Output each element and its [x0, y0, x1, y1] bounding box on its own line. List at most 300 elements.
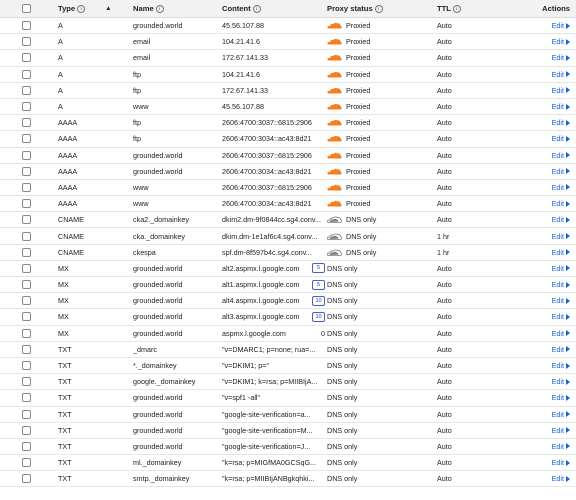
record-type: MX [58, 263, 69, 273]
proxy-status [327, 34, 432, 49]
caret-right-icon[interactable] [566, 379, 570, 385]
record-ttl: Auto [437, 134, 452, 144]
proxy-status [327, 423, 432, 438]
edit-label[interactable]: Edit [551, 102, 564, 112]
row-checkbox[interactable] [22, 215, 31, 224]
cloud-icon [327, 22, 342, 29]
info-icon[interactable]: i [253, 5, 261, 13]
row-checkbox[interactable] [22, 377, 31, 386]
row-checkbox[interactable] [22, 199, 31, 208]
cloud-icon [327, 168, 342, 175]
edit-button[interactable] [530, 390, 570, 405]
caret-right-icon[interactable] [566, 395, 570, 401]
edit-button[interactable] [530, 99, 570, 114]
edit-label[interactable]: Edit [551, 21, 564, 31]
caret-right-icon[interactable] [566, 460, 570, 466]
record-name: ftp [133, 118, 141, 128]
actions-column-header [530, 0, 570, 17]
select-all-cell[interactable] [22, 0, 34, 17]
edit-button[interactable] [530, 245, 570, 260]
edit-label[interactable]: Edit [551, 118, 564, 128]
record-name: grounded.world [133, 296, 183, 306]
proxy-status-label: Proxied [346, 69, 371, 79]
edit-label[interactable]: Edit [551, 53, 564, 63]
row-checkbox[interactable] [22, 329, 31, 338]
row-select-cell[interactable] [22, 196, 34, 211]
caret-right-icon[interactable] [566, 168, 570, 174]
edit-button[interactable] [530, 67, 570, 82]
row-select-cell[interactable] [22, 326, 34, 341]
table-row [0, 164, 576, 180]
record-name: grounded.world [133, 393, 183, 403]
caret-right-icon[interactable] [566, 476, 570, 482]
select-all-checkbox[interactable] [22, 4, 31, 13]
record-type: A [58, 37, 63, 47]
row-select-cell[interactable] [22, 277, 34, 292]
record-content: 104.21.41.6 [222, 37, 260, 47]
record-ttl: Auto [437, 199, 452, 209]
edit-button[interactable] [530, 228, 570, 243]
record-ttl: Auto [437, 85, 452, 95]
proxy-status-label: Proxied [346, 199, 371, 209]
priority-badge: 10 [312, 312, 325, 322]
row-checkbox[interactable] [22, 474, 31, 483]
row-select-cell[interactable] [22, 180, 34, 195]
table-body [0, 18, 576, 487]
row-checkbox[interactable] [22, 134, 31, 143]
row-checkbox[interactable] [22, 118, 31, 127]
caret-right-icon[interactable] [566, 104, 570, 110]
edit-label[interactable]: Edit [551, 328, 564, 338]
edit-label[interactable]: Edit [551, 393, 564, 403]
edit-button[interactable] [530, 261, 570, 276]
proxy-status [327, 196, 432, 211]
record-content: "v=DMARC1; p=none; rua=... [222, 344, 316, 354]
proxy-status-label: Proxied [346, 102, 371, 112]
edit-button[interactable] [530, 164, 570, 179]
record-name: www [133, 102, 149, 112]
record-ttl: Auto [437, 409, 452, 419]
row-checkbox[interactable] [22, 280, 31, 289]
priority-badge: 5 [312, 280, 325, 290]
record-ttl: Auto [437, 69, 452, 79]
caret-right-icon[interactable] [566, 314, 570, 320]
table-row [0, 34, 576, 50]
caret-right-icon[interactable] [566, 120, 570, 126]
record-ttl: Auto [437, 215, 452, 225]
table-row [0, 50, 576, 66]
row-select-cell[interactable] [22, 293, 34, 308]
caret-right-icon[interactable] [566, 363, 570, 369]
edit-button[interactable] [530, 455, 570, 470]
row-select-cell[interactable] [22, 228, 34, 243]
record-ttl: Auto [437, 441, 452, 451]
caret-right-icon[interactable] [566, 330, 570, 336]
proxy-status-label: DNS only [327, 312, 358, 322]
row-checkbox[interactable] [22, 102, 31, 111]
row-select-cell[interactable] [22, 245, 34, 260]
info-icon[interactable]: i [453, 5, 461, 13]
info-icon[interactable]: i [77, 5, 85, 13]
edit-label[interactable]: Edit [551, 182, 564, 192]
ttl-column-header[interactable] [437, 0, 497, 17]
row-select-cell[interactable] [22, 67, 34, 82]
edit-label[interactable]: Edit [551, 247, 564, 257]
edit-label[interactable]: Edit [551, 263, 564, 273]
record-content: spf.dm-8f597b4c.sg4.conv... [222, 247, 312, 257]
cloud-icon [327, 216, 342, 223]
edit-label[interactable]: Edit [551, 69, 564, 79]
row-select-cell[interactable] [22, 390, 34, 405]
proxy-status-label: Proxied [346, 182, 371, 192]
cloud-icon [327, 54, 342, 61]
table-row [0, 390, 576, 406]
edit-button[interactable] [530, 342, 570, 357]
record-content: alt4.aspmx.l.google.com [222, 296, 300, 306]
record-content: alt2.aspmx.l.google.com [222, 263, 300, 273]
caret-right-icon[interactable] [566, 265, 570, 271]
row-select-cell[interactable] [22, 212, 34, 227]
caret-right-icon[interactable] [566, 152, 570, 158]
record-type: TXT [58, 361, 72, 371]
name-column-header[interactable] [133, 0, 219, 17]
caret-right-icon[interactable] [566, 87, 570, 93]
record-content: 2606:4700:3034::ac43:8d21 [222, 166, 312, 176]
caret-right-icon[interactable] [566, 282, 570, 288]
edit-button[interactable] [530, 180, 570, 195]
proxy-status-label: Proxied [346, 166, 371, 176]
edit-button[interactable] [530, 212, 570, 227]
row-select-cell[interactable] [22, 115, 34, 130]
row-checkbox[interactable] [22, 53, 31, 62]
row-select-cell[interactable] [22, 18, 34, 33]
record-content: "v=DKIM1; k=rsa; p=MIIBIjA... [222, 377, 318, 387]
caret-right-icon[interactable] [566, 136, 570, 142]
edit-label[interactable]: Edit [551, 425, 564, 435]
edit-label[interactable]: Edit [551, 441, 564, 451]
row-checkbox[interactable] [22, 183, 31, 192]
proxy-status [327, 261, 432, 276]
edit-label[interactable]: Edit [551, 37, 564, 47]
record-ttl: Auto [437, 344, 452, 354]
record-type: AAAA [58, 199, 78, 209]
record-ttl: Auto [437, 474, 452, 484]
edit-button[interactable] [530, 358, 570, 373]
record-content: 2606:4700:3037::6815:2906 [222, 118, 312, 128]
edit-label[interactable]: Edit [551, 134, 564, 144]
record-name: grounded.world [133, 21, 183, 31]
row-checkbox[interactable] [22, 21, 31, 30]
record-type: TXT [58, 377, 72, 387]
proxy-status [327, 67, 432, 82]
row-select-cell[interactable] [22, 455, 34, 470]
proxy-status-column-header[interactable] [327, 0, 432, 17]
proxy-status-label: DNS only [346, 247, 377, 257]
proxy-status [327, 83, 432, 98]
row-select-cell[interactable] [22, 99, 34, 114]
row-select-cell[interactable] [22, 471, 34, 486]
edit-label[interactable]: Edit [551, 296, 564, 306]
row-checkbox[interactable] [22, 37, 31, 46]
record-type: AAAA [58, 150, 78, 160]
row-checkbox[interactable] [22, 296, 31, 305]
record-name: email [133, 37, 151, 47]
record-name: ftp [133, 69, 141, 79]
proxy-status-label: DNS only [346, 231, 377, 241]
edit-button[interactable] [530, 374, 570, 389]
content-header-label: Content [222, 4, 251, 13]
table-row [0, 228, 576, 244]
edit-label[interactable]: Edit [551, 231, 564, 241]
record-name: www [133, 182, 149, 192]
table-row [0, 293, 576, 309]
cloud-icon [327, 87, 342, 94]
record-content: 104.21.41.6 [222, 69, 260, 79]
row-checkbox[interactable] [22, 167, 31, 176]
record-ttl: Auto [437, 361, 452, 371]
row-checkbox[interactable] [22, 264, 31, 273]
record-ttl: Auto [437, 425, 452, 435]
record-name: smtp._domainkey [133, 474, 190, 484]
record-type: TXT [58, 441, 72, 451]
table-row [0, 471, 576, 487]
edit-label[interactable]: Edit [551, 280, 564, 290]
proxy-status [327, 50, 432, 65]
row-select-cell[interactable] [22, 423, 34, 438]
row-checkbox[interactable] [22, 458, 31, 467]
caret-right-icon[interactable] [566, 201, 570, 207]
edit-button[interactable] [530, 471, 570, 486]
row-checkbox[interactable] [22, 248, 31, 257]
row-select-cell[interactable] [22, 358, 34, 373]
record-type: TXT [58, 344, 72, 354]
edit-label[interactable]: Edit [551, 150, 564, 160]
proxy-status-label: DNS only [327, 296, 358, 306]
edit-label[interactable]: Edit [551, 361, 564, 371]
row-checkbox[interactable] [22, 426, 31, 435]
record-content: 172.67.141.33 [222, 85, 268, 95]
row-select-cell[interactable] [22, 374, 34, 389]
row-select-cell[interactable] [22, 83, 34, 98]
edit-label[interactable]: Edit [551, 377, 564, 387]
edit-button[interactable] [530, 34, 570, 49]
record-type: AAAA [58, 182, 78, 192]
record-name: *._domainkey [133, 361, 177, 371]
edit-button[interactable] [530, 131, 570, 146]
record-name: google._domainkey [133, 377, 196, 387]
row-checkbox[interactable] [22, 345, 31, 354]
table-row [0, 67, 576, 83]
record-type: MX [58, 296, 69, 306]
proxy-status-label: DNS only [327, 474, 358, 484]
record-type: CNAME [58, 215, 84, 225]
priority-value: 0 [321, 328, 325, 338]
proxy-status-label: DNS only [327, 458, 358, 468]
cloud-icon [327, 152, 342, 159]
row-checkbox[interactable] [22, 70, 31, 79]
record-name: www [133, 199, 149, 209]
edit-button[interactable] [530, 293, 570, 308]
table-header [0, 0, 576, 18]
row-select-cell[interactable] [22, 342, 34, 357]
edit-button[interactable] [530, 148, 570, 163]
table-row [0, 423, 576, 439]
caret-right-icon[interactable] [566, 233, 570, 239]
edit-button[interactable] [530, 50, 570, 65]
record-type: TXT [58, 409, 72, 419]
row-select-cell[interactable] [22, 164, 34, 179]
caret-right-icon[interactable] [566, 217, 570, 223]
edit-label[interactable]: Edit [551, 409, 564, 419]
sort-ascending-icon[interactable]: ▲ [105, 5, 112, 12]
record-ttl: Auto [437, 21, 452, 31]
content-column-header[interactable] [222, 0, 325, 17]
caret-right-icon[interactable] [566, 71, 570, 77]
proxy-status [327, 115, 432, 130]
caret-right-icon[interactable] [566, 298, 570, 304]
ttl-header-label: TTL [437, 4, 451, 13]
record-name: grounded.world [133, 441, 183, 451]
row-select-cell[interactable] [22, 148, 34, 163]
row-select-cell[interactable] [22, 50, 34, 65]
type-column-header[interactable] [58, 0, 124, 17]
row-checkbox[interactable] [22, 361, 31, 370]
record-content: "google-site-verification=M... [222, 425, 313, 435]
record-type: TXT [58, 393, 72, 403]
proxy-status-label: DNS only [327, 425, 358, 435]
record-type: A [58, 53, 63, 63]
info-icon[interactable]: i [156, 5, 164, 13]
edit-label[interactable]: Edit [551, 474, 564, 484]
edit-label[interactable]: Edit [551, 458, 564, 468]
row-select-cell[interactable] [22, 261, 34, 276]
record-content: 45.56.107.88 [222, 21, 264, 31]
caret-right-icon[interactable] [566, 427, 570, 433]
record-content: "v=spf1 -all" [222, 393, 261, 403]
proxy-status [327, 131, 432, 146]
proxy-status [327, 374, 432, 389]
record-content: "v=DKIM1; p=" [222, 361, 270, 371]
record-ttl: Auto [437, 458, 452, 468]
row-select-cell[interactable] [22, 439, 34, 454]
proxy-status [327, 455, 432, 470]
record-name: _dmarc [133, 344, 157, 354]
record-name: grounded.world [133, 312, 183, 322]
edit-button[interactable] [530, 326, 570, 341]
edit-label[interactable]: Edit [551, 85, 564, 95]
proxy-status-label: Proxied [346, 53, 371, 63]
proxy-status-label: DNS only [327, 361, 358, 371]
record-type: A [58, 102, 63, 112]
cloud-icon [327, 38, 342, 45]
priority-badge: 5 [312, 263, 325, 273]
proxy-status-label: DNS only [327, 263, 358, 273]
record-type: A [58, 69, 63, 79]
caret-right-icon[interactable] [566, 184, 570, 190]
record-ttl: Auto [437, 328, 452, 338]
proxy-status [327, 358, 432, 373]
proxy-header-label: Proxy status [327, 4, 373, 13]
row-checkbox[interactable] [22, 312, 31, 321]
proxy-status-label: Proxied [346, 150, 371, 160]
record-name: grounded.world [133, 425, 183, 435]
edit-label[interactable]: Edit [551, 199, 564, 209]
table-row [0, 131, 576, 147]
caret-right-icon[interactable] [566, 443, 570, 449]
record-type: TXT [58, 425, 72, 435]
record-ttl: 1 hr [437, 247, 450, 257]
proxy-status [327, 18, 432, 33]
priority-badge: 10 [312, 296, 325, 306]
edit-button[interactable] [530, 423, 570, 438]
caret-right-icon[interactable] [566, 55, 570, 61]
record-type: MX [58, 312, 69, 322]
proxy-status-label: DNS only [327, 441, 358, 451]
proxy-status [327, 148, 432, 163]
record-name: email [133, 53, 151, 63]
row-checkbox[interactable] [22, 393, 31, 402]
row-select-cell[interactable] [22, 309, 34, 324]
caret-right-icon[interactable] [566, 346, 570, 352]
proxy-status-label: Proxied [346, 21, 371, 31]
table-row [0, 374, 576, 390]
row-select-cell[interactable] [22, 407, 34, 422]
edit-label[interactable]: Edit [551, 215, 564, 225]
edit-button[interactable] [530, 309, 570, 324]
caret-right-icon[interactable] [566, 39, 570, 45]
record-content: 172.67.141.33 [222, 53, 268, 63]
edit-button[interactable] [530, 439, 570, 454]
record-ttl: Auto [437, 150, 452, 160]
caret-right-icon[interactable] [566, 23, 570, 29]
edit-button[interactable] [530, 83, 570, 98]
table-row [0, 18, 576, 34]
edit-label[interactable]: Edit [551, 344, 564, 354]
cloud-icon [327, 249, 342, 256]
record-type: AAAA [58, 134, 78, 144]
cloud-icon [327, 135, 342, 142]
record-ttl: Auto [437, 166, 452, 176]
row-checkbox[interactable] [22, 86, 31, 95]
table-row [0, 180, 576, 196]
proxy-status [327, 390, 432, 405]
row-select-cell[interactable] [22, 34, 34, 49]
edit-label[interactable]: Edit [551, 166, 564, 176]
record-content: "k=rsa; p=MIGfMA0GCSqG... [222, 458, 317, 468]
edit-button[interactable] [530, 18, 570, 33]
record-content: 2606:4700:3034::ac43:8d21 [222, 199, 312, 209]
record-name: ml._domainkey [133, 458, 182, 468]
edit-button[interactable] [530, 115, 570, 130]
proxy-status [327, 407, 432, 422]
proxy-status-label: Proxied [346, 118, 371, 128]
caret-right-icon[interactable] [566, 411, 570, 417]
row-checkbox[interactable] [22, 410, 31, 419]
edit-button[interactable] [530, 277, 570, 292]
row-checkbox[interactable] [22, 442, 31, 451]
record-content: 2606:4700:3034::ac43:8d21 [222, 134, 312, 144]
row-select-cell[interactable] [22, 131, 34, 146]
edit-button[interactable] [530, 407, 570, 422]
info-icon[interactable]: i [375, 5, 383, 13]
record-name: grounded.world [133, 166, 183, 176]
edit-button[interactable] [530, 196, 570, 211]
row-checkbox[interactable] [22, 151, 31, 160]
edit-label[interactable]: Edit [551, 312, 564, 322]
row-checkbox[interactable] [22, 232, 31, 241]
record-content: 45.56.107.88 [222, 102, 264, 112]
caret-right-icon[interactable] [566, 249, 570, 255]
